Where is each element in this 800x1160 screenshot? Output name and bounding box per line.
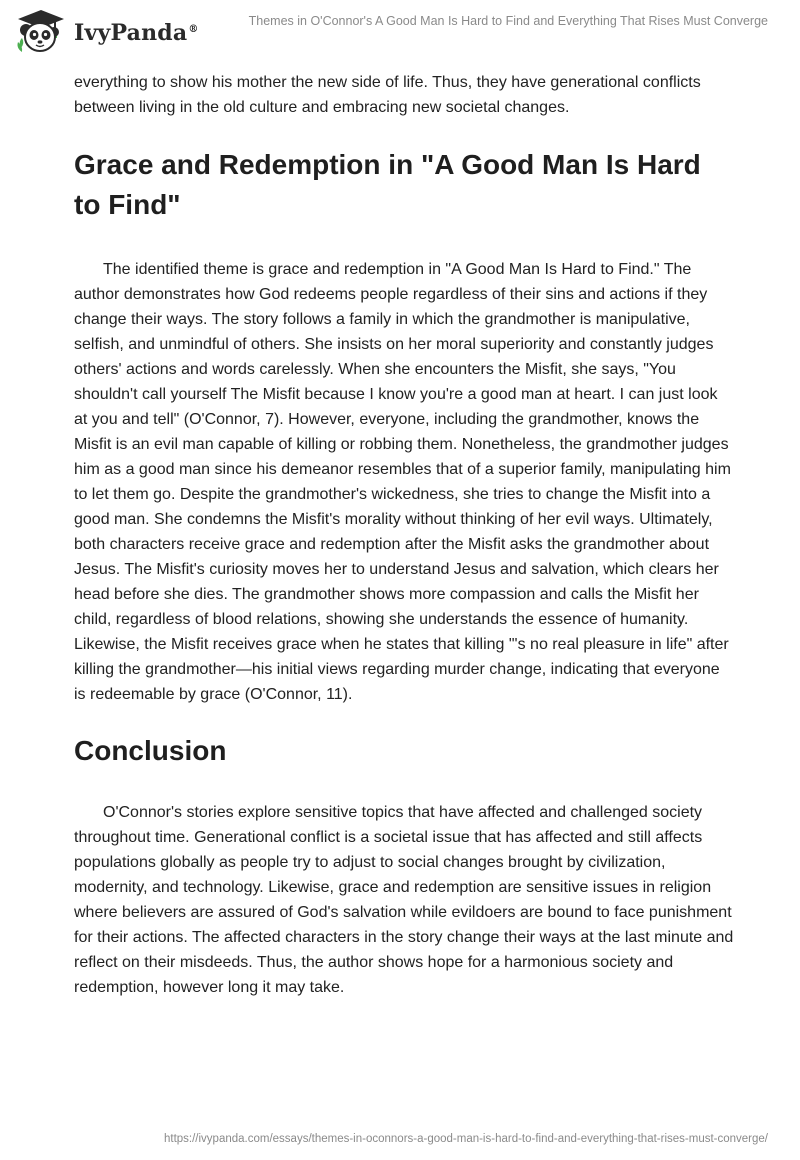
section-heading-grace: Grace and Redemption in "A Good Man Is Hard to Find"	[74, 149, 701, 220]
section-heading-conclusion: Conclusion	[74, 735, 227, 766]
brand-name: IvyPanda®	[74, 20, 199, 46]
section-paragraph-conclusion: O'Connor's stories explore sensitive topics that have affected and challenged society throughout time. Generational conflict is a societal issue that has affected and still affects populations globally as people try to adjust to social changes brought by civilization, modernity, and technology. Likewise, grace and redemption are sensitive issues in religion where believers are assured of God's salvation while evildoers are bound to face punishment for their actions. The affected characters in the story change their ways at the last minute and reflect on their misdeeds. Thus, the author shows hope for a harmonious society and redemption, however long it may take.	[74, 804, 734, 996]
footer-source-url[interactable]: https://ivypanda.com/essays/themes-in-oconnors-a-good-man-is-hard-to-find-and-everything-that-rises-must-converge/	[163, 1133, 768, 1145]
section-paragraph-grace: The identified theme is grace and redemption in "A Good Man Is Hard to Find." The author demonstrates how God redeems people regardless of their sins and actions if they change their ways. The story follows a family in which the grandmother is manipulative, selfish, and unmindful of others. She insists on her moral superiority and constantly judges others' actions and words carelessly. When she encounters the Misfit, she says, "You shouldn't call yourself The Misfit because I know you're a good man at heart. I can just look at you and tell" (O'Connor, 7). However, everyone, including the grandmother, knows the Misfit is an evil man capable of killing or robbing them. Nonetheless, the grandmother judges him as a good man since his demeanor resembles that of a superior family, manipulating him to let them go. Despite the grandmother's wickedness, she tries to change the Misfit into a good man. She condemns the Misfit's morality without thinking of her evil ways. Ultimately, both characters receive grace and redemption after the Misfit asks the grandmother about Jesus. The Misfit's curiosity moves her to understand Jesus and salvation, which clears her head before she dies. The grandmother shows more compassion and calls the Misfit her child, regardless of blood relations, showing she understands the essence of humanity. Likewise, the Misfit receives grace when he states that killing "'s no real pleasure in life" after killing the grandmother—his initial views regarding murder change, indicating that everyone is redeemable by grace (O'Connor, 11).	[74, 261, 731, 703]
brand-logo[interactable]	[14, 8, 199, 54]
page-header	[0, 0, 800, 60]
document-title: Themes in O'Connor's A Good Man Is Hard to Find and Everything That Rises Must Converge	[248, 14, 768, 28]
registered-mark: ®	[188, 23, 199, 35]
article-body	[74, 70, 734, 1000]
intro-paragraph: everything to show his mother the new side of life. Thus, they have generational conflicts between living in the old culture and embracing new societal changes.	[74, 74, 701, 116]
panda-graduate-icon	[14, 8, 68, 54]
